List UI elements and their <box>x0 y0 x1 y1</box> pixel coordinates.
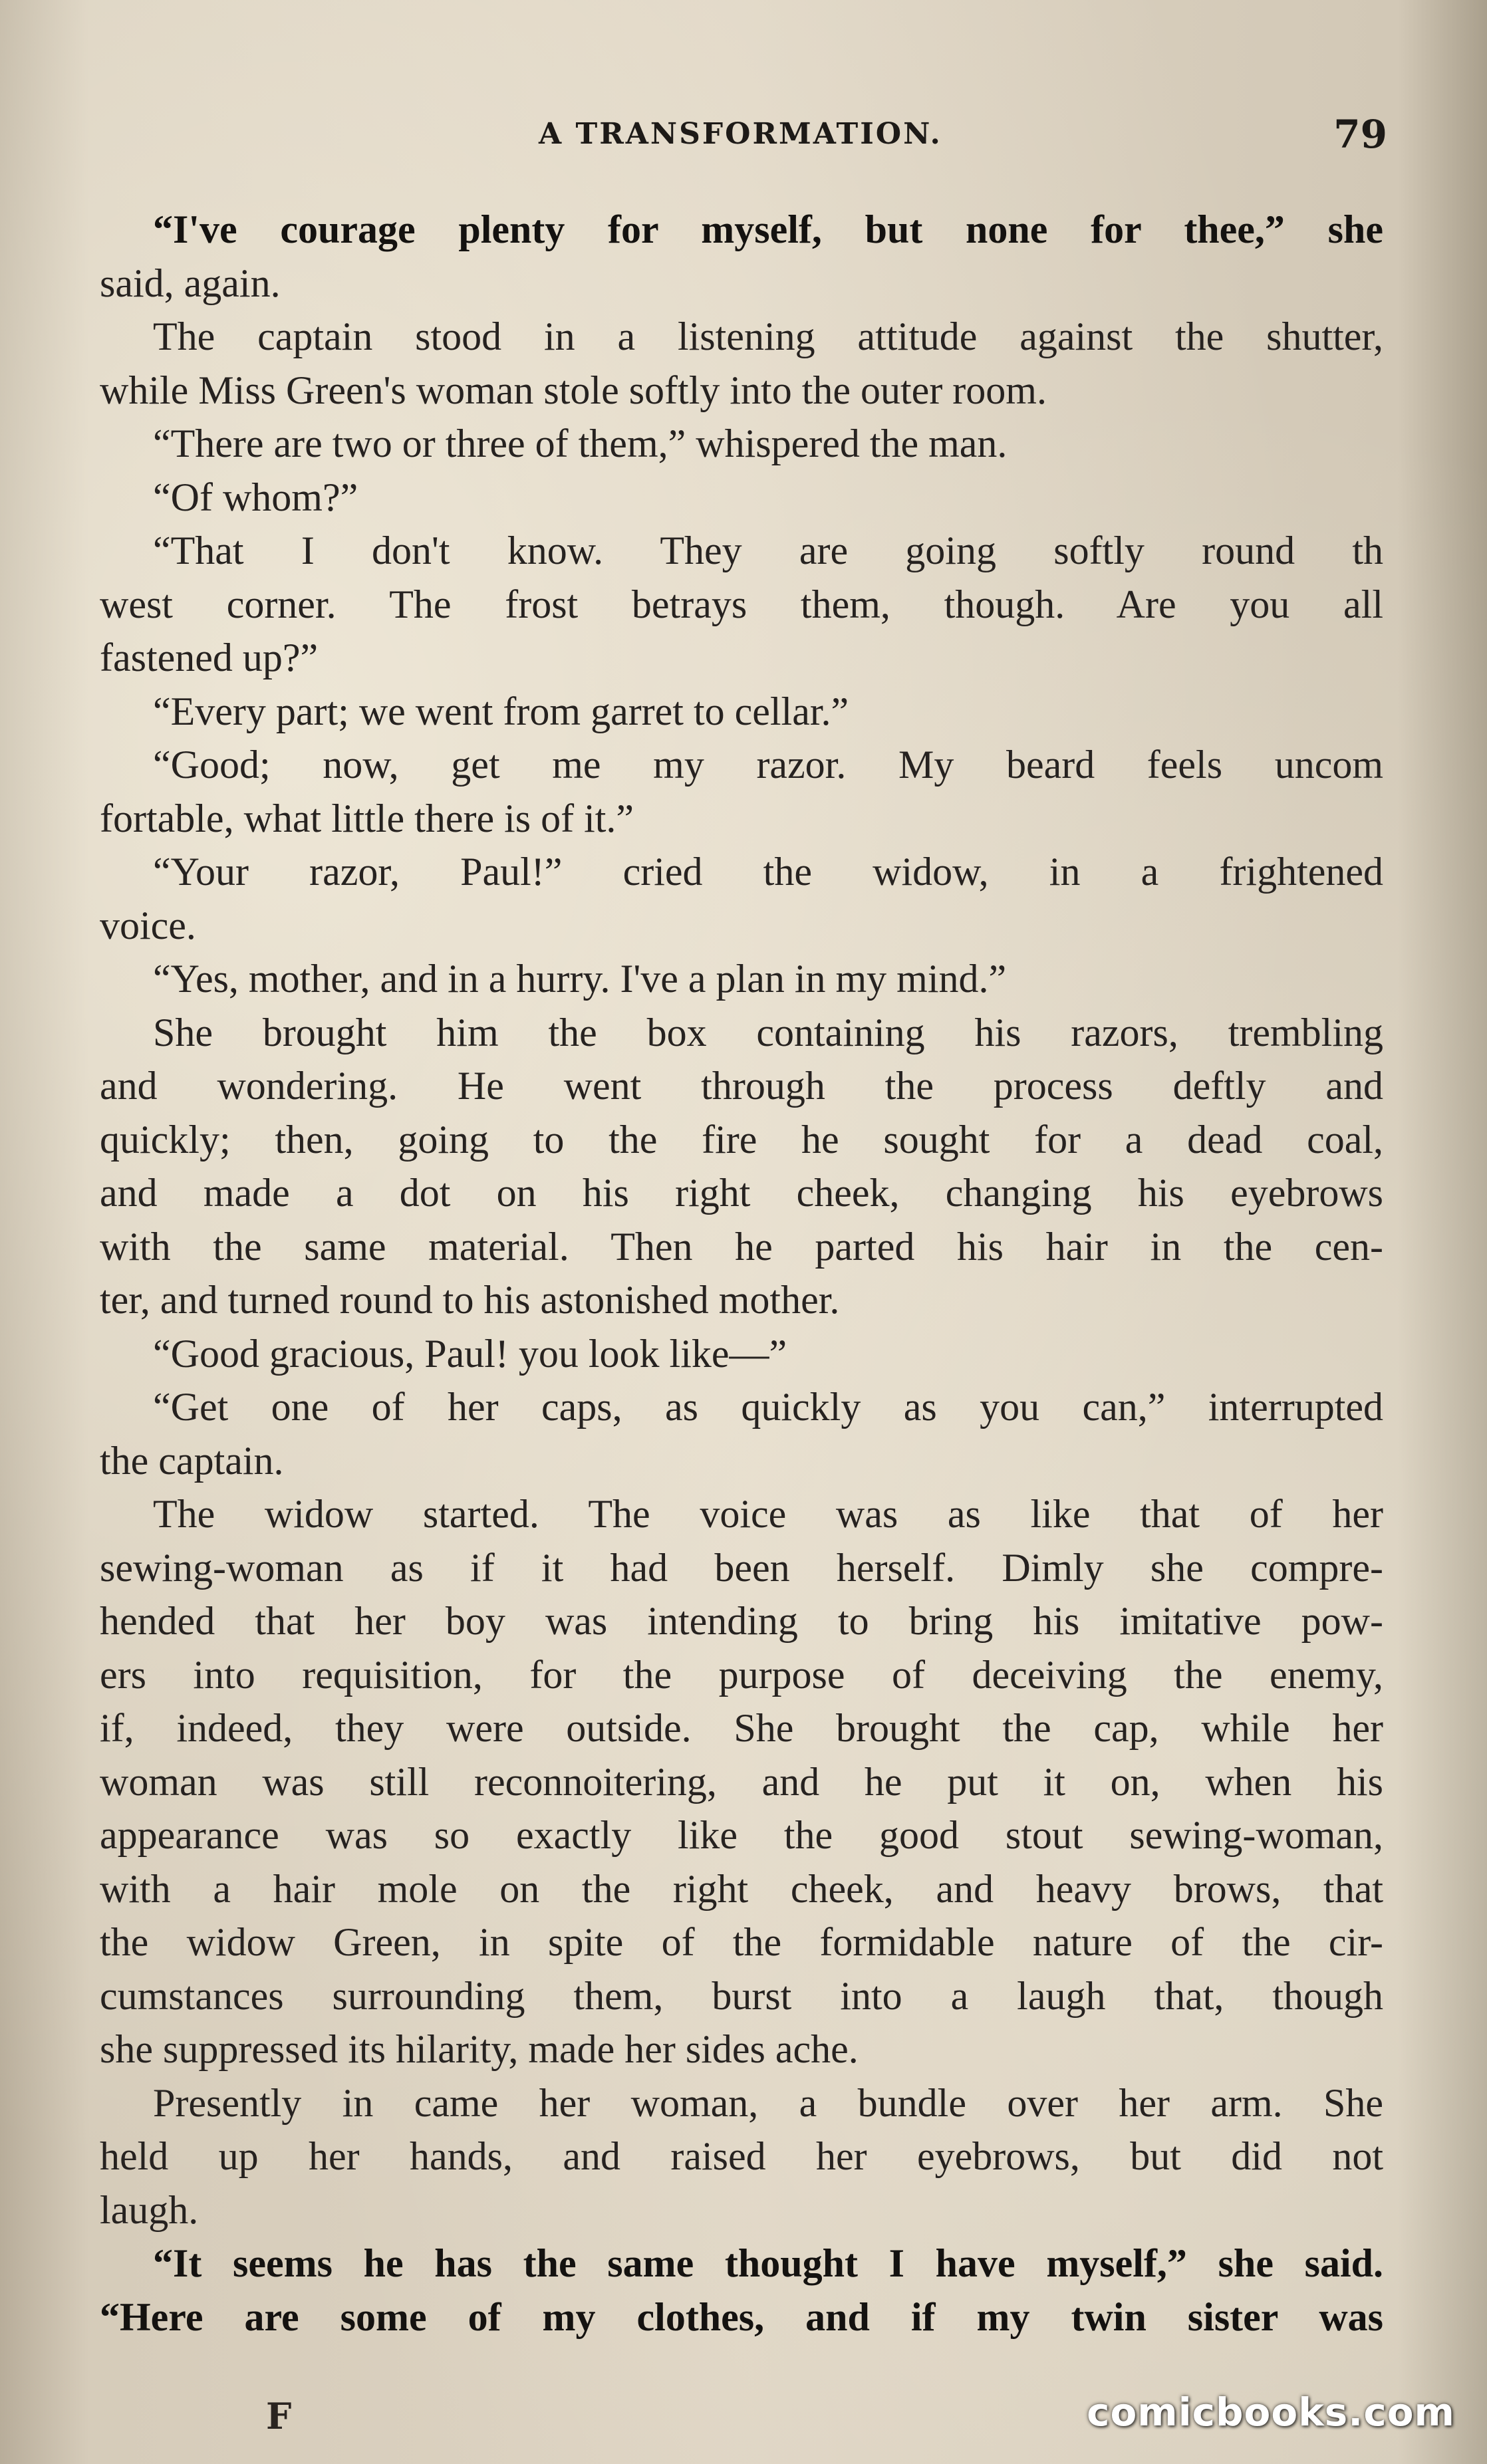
text-line: “Yes, mother, and in a hurry. I've a plan in my mind.” <box>153 957 1007 1001</box>
text-line: the captain. <box>100 1438 284 1483</box>
text-line: woman was still reconnoitering, and he put it on, when his <box>100 1759 1383 1804</box>
running-title: A TRANSFORMATION. <box>539 117 942 151</box>
text-line: “There are two or three of them,” whispered the man. <box>153 422 1008 465</box>
text-line: sewing-woman as if it had been herself. Dimly she compre- <box>100 1545 1383 1590</box>
text-line: The widow started. The voice was as like that of her <box>153 1492 1383 1536</box>
text-line: ter, and turned round to his astonished mother. <box>100 1278 840 1322</box>
text-line: “That I don't know. They are going softly round th <box>153 529 1383 572</box>
text-line: quickly; then, going to the fire he sought for a dead coal, <box>100 1117 1383 1162</box>
text-line: “Good; now, get me my razor. My beard feels uncom <box>153 743 1383 787</box>
text-line: “Here are some of my clothes, and if my twin sister was <box>100 2294 1383 2339</box>
text-line: “Your razor, Paul!” cried the widow, in a frightened <box>153 850 1383 894</box>
text-line: the widow Green, in spite of the formidable nature of the cir- <box>100 1920 1383 1964</box>
text-line: appearance was so exactly like the good stout sewing-woman, <box>100 1813 1383 1857</box>
watermark: comicbooks.com <box>1087 2390 1455 2435</box>
text-line: Presently in came her woman, a bundle over her arm. She <box>153 2080 1383 2125</box>
running-head <box>0 112 1487 165</box>
text-line: and wondering. He went through the process deftly and <box>100 1064 1383 1108</box>
text-line: “Every part; we went from garret to cellar.” <box>153 689 849 733</box>
page-number: 79 <box>1333 112 1387 157</box>
text-line: ers into requisition, for the purpose of deceiving the enemy, <box>100 1652 1383 1697</box>
text-line: “It seems he has the same thought I have myself,” she said. <box>153 2241 1383 2285</box>
text-line: cumstances surrounding them, burst into a laugh that, though <box>100 1973 1383 2018</box>
text-line: with a hair mole on the right cheek, and heavy brows, that <box>100 1866 1383 1911</box>
footer-mark: F <box>266 2395 292 2437</box>
text-line: The captain stood in a listening attitude against the shutter, <box>153 314 1383 358</box>
text-line: fastened up?” <box>100 636 319 679</box>
text-line: voice. <box>100 903 196 947</box>
text-line: with the same material. Then he parted his hair in the cen- <box>100 1224 1383 1269</box>
body-text <box>100 203 1383 2344</box>
text-line: “I've courage plenty for myself, but none for thee,” she <box>153 207 1383 251</box>
text-line: fortable, what little there is of it.” <box>100 796 634 840</box>
text-line: laugh. <box>100 2187 199 2232</box>
text-line: she suppressed its hilarity, made her sides ache. <box>100 2027 859 2071</box>
text-line: “Get one of her caps, as quickly as you can,” interrupted <box>153 1385 1383 1429</box>
text-line: “Good gracious, Paul! you look like—” <box>153 1331 787 1376</box>
text-line: while Miss Green's woman stole softly into the outer room. <box>100 368 1047 412</box>
text-line: “Of whom?” <box>153 475 358 519</box>
text-line: held up her hands, and raised her eyebrows, but did not <box>100 2134 1383 2178</box>
text-line: She brought him the box containing his razors, trembling <box>153 1010 1383 1054</box>
text-line: west corner. The frost betrays them, though. Are you all <box>100 582 1383 626</box>
text-line: if, indeed, they were outside. She brought the cap, while her <box>100 1706 1383 1750</box>
text-line: hended that her boy was intending to bring his imitative pow- <box>100 1599 1383 1643</box>
text-line: said, again. <box>100 261 281 305</box>
text-line: and made a dot on his right cheek, changing his eyebrows <box>100 1171 1383 1215</box>
